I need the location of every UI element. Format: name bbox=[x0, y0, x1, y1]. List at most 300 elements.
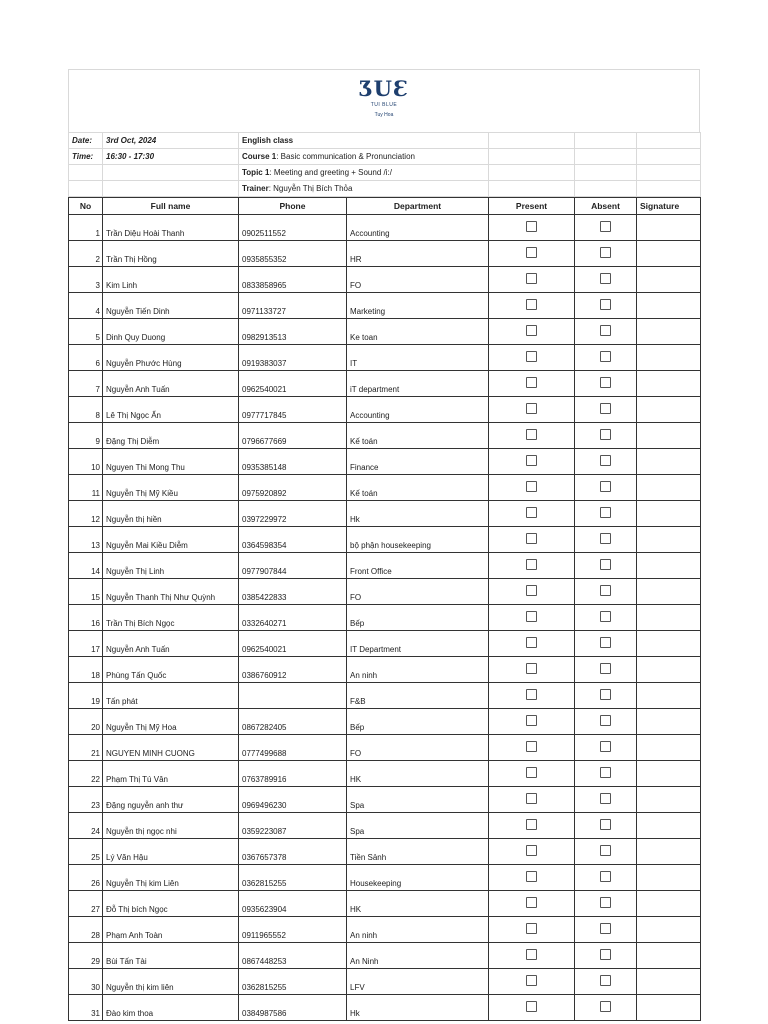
row-full-name: Trần Thị Hồng bbox=[103, 241, 239, 267]
row-phone: 0867448253 bbox=[239, 943, 347, 969]
row-phone: 0359223087 bbox=[239, 813, 347, 839]
table-row bbox=[69, 605, 701, 631]
row-phone: 0362815255 bbox=[239, 969, 347, 995]
course-line bbox=[239, 149, 489, 165]
row-number: 20 bbox=[69, 709, 103, 735]
present-checkbox[interactable] bbox=[526, 273, 537, 284]
row-present-cell bbox=[489, 579, 575, 605]
row-number: 11 bbox=[69, 475, 103, 501]
present-checkbox[interactable] bbox=[526, 325, 537, 336]
row-present-cell bbox=[489, 527, 575, 553]
row-department: Ke toan bbox=[347, 319, 489, 345]
row-department: Tiền Sảnh bbox=[347, 839, 489, 865]
absent-checkbox[interactable] bbox=[600, 221, 611, 232]
table-row bbox=[69, 449, 701, 475]
row-department: IT Department bbox=[347, 631, 489, 657]
absent-checkbox[interactable] bbox=[600, 377, 611, 388]
row-number: 5 bbox=[69, 319, 103, 345]
row-full-name: Nguyễn Thị Linh bbox=[103, 553, 239, 579]
present-checkbox[interactable] bbox=[526, 767, 537, 778]
row-full-name: Tấn phát bbox=[103, 683, 239, 709]
row-present-cell bbox=[489, 735, 575, 761]
time-label: Time: bbox=[69, 149, 103, 165]
row-signature[interactable] bbox=[637, 241, 701, 267]
row-absent-cell bbox=[575, 579, 637, 605]
row-absent-cell bbox=[575, 813, 637, 839]
class-info-table bbox=[68, 132, 701, 197]
row-present-cell bbox=[489, 605, 575, 631]
attendance-rows bbox=[69, 215, 701, 1021]
row-present-cell bbox=[489, 891, 575, 917]
row-department: HK bbox=[347, 761, 489, 787]
table-row bbox=[69, 657, 701, 683]
row-number: 30 bbox=[69, 969, 103, 995]
row-phone: 0977717845 bbox=[239, 397, 347, 423]
row-signature[interactable] bbox=[637, 891, 701, 917]
present-checkbox[interactable] bbox=[526, 507, 537, 518]
row-signature[interactable] bbox=[637, 709, 701, 735]
row-absent-cell bbox=[575, 865, 637, 891]
row-signature[interactable] bbox=[637, 215, 701, 241]
row-full-name: Nguyễn Tiến Dinh bbox=[103, 293, 239, 319]
row-present-cell bbox=[489, 449, 575, 475]
table-row bbox=[69, 215, 701, 241]
present-checkbox[interactable] bbox=[526, 481, 537, 492]
header-no: No bbox=[69, 198, 103, 215]
row-signature[interactable] bbox=[637, 761, 701, 787]
row-absent-cell bbox=[575, 735, 637, 761]
row-signature[interactable] bbox=[637, 917, 701, 943]
present-checkbox[interactable] bbox=[526, 975, 537, 986]
row-absent-cell bbox=[575, 527, 637, 553]
row-department: iT department bbox=[347, 371, 489, 397]
absent-checkbox[interactable] bbox=[600, 507, 611, 518]
header-full-name: Full name bbox=[103, 198, 239, 215]
row-number: 7 bbox=[69, 371, 103, 397]
table-row bbox=[69, 995, 701, 1021]
present-checkbox[interactable] bbox=[526, 247, 537, 258]
row-absent-cell bbox=[575, 683, 637, 709]
row-present-cell bbox=[489, 319, 575, 345]
absent-checkbox[interactable] bbox=[600, 559, 611, 570]
row-phone: 0962540021 bbox=[239, 371, 347, 397]
absent-checkbox[interactable] bbox=[600, 793, 611, 804]
row-phone: 0977907844 bbox=[239, 553, 347, 579]
row-number: 2 bbox=[69, 241, 103, 267]
row-present-cell bbox=[489, 371, 575, 397]
present-checkbox[interactable] bbox=[526, 923, 537, 934]
row-phone: 0364598354 bbox=[239, 527, 347, 553]
present-checkbox[interactable] bbox=[526, 871, 537, 882]
absent-checkbox[interactable] bbox=[600, 637, 611, 648]
row-absent-cell bbox=[575, 449, 637, 475]
course-label: Course 1 bbox=[242, 152, 277, 161]
absent-checkbox[interactable] bbox=[600, 325, 611, 336]
header-absent: Absent bbox=[575, 198, 637, 215]
row-phone: 0969496230 bbox=[239, 787, 347, 813]
row-full-name: Nguyễn thị hiền bbox=[103, 501, 239, 527]
logo-brand: TUI BLUE bbox=[370, 102, 398, 108]
row-signature[interactable] bbox=[637, 293, 701, 319]
present-checkbox[interactable] bbox=[526, 611, 537, 622]
table-row bbox=[69, 969, 701, 995]
row-number: 19 bbox=[69, 683, 103, 709]
present-checkbox[interactable] bbox=[526, 793, 537, 804]
row-present-cell bbox=[489, 683, 575, 709]
row-present-cell bbox=[489, 813, 575, 839]
absent-checkbox[interactable] bbox=[600, 689, 611, 700]
table-row bbox=[69, 501, 701, 527]
row-signature[interactable] bbox=[637, 813, 701, 839]
row-signature[interactable] bbox=[637, 865, 701, 891]
row-full-name: NGUYEN MINH CUONG bbox=[103, 735, 239, 761]
row-absent-cell bbox=[575, 501, 637, 527]
present-checkbox[interactable] bbox=[526, 429, 537, 440]
row-full-name: Nguyen Thi Mong Thu bbox=[103, 449, 239, 475]
present-checkbox[interactable] bbox=[526, 377, 537, 388]
topic-label: Topic 1 bbox=[242, 168, 270, 177]
row-present-cell bbox=[489, 761, 575, 787]
present-checkbox[interactable] bbox=[526, 455, 537, 466]
row-department: Spa bbox=[347, 813, 489, 839]
row-signature[interactable] bbox=[637, 579, 701, 605]
table-row bbox=[69, 241, 701, 267]
row-present-cell bbox=[489, 969, 575, 995]
row-phone: 0385422833 bbox=[239, 579, 347, 605]
row-phone: 0867282405 bbox=[239, 709, 347, 735]
row-number: 22 bbox=[69, 761, 103, 787]
row-full-name: Nguyễn Thanh Thị Như Quỳnh bbox=[103, 579, 239, 605]
row-phone: 0935855352 bbox=[239, 241, 347, 267]
row-present-cell bbox=[489, 709, 575, 735]
row-signature[interactable] bbox=[637, 839, 701, 865]
header-present: Present bbox=[489, 198, 575, 215]
row-phone: 0397229972 bbox=[239, 501, 347, 527]
row-absent-cell bbox=[575, 969, 637, 995]
row-signature[interactable] bbox=[637, 371, 701, 397]
row-department: Kế toán bbox=[347, 423, 489, 449]
table-row bbox=[69, 813, 701, 839]
table-row bbox=[69, 787, 701, 813]
row-department: Accounting bbox=[347, 215, 489, 241]
row-present-cell bbox=[489, 293, 575, 319]
row-absent-cell bbox=[575, 709, 637, 735]
date-label: Date: bbox=[69, 133, 103, 149]
row-full-name: Đỗ Thị bích Ngọc bbox=[103, 891, 239, 917]
row-full-name: Phạm Anh Toàn bbox=[103, 917, 239, 943]
row-absent-cell bbox=[575, 267, 637, 293]
row-department: FO bbox=[347, 267, 489, 293]
table-row bbox=[69, 943, 701, 969]
row-department: Housekeeping bbox=[347, 865, 489, 891]
row-department: IT bbox=[347, 345, 489, 371]
row-phone: 0763789916 bbox=[239, 761, 347, 787]
row-present-cell bbox=[489, 865, 575, 891]
present-checkbox[interactable] bbox=[526, 637, 537, 648]
absent-checkbox[interactable] bbox=[600, 299, 611, 310]
row-absent-cell bbox=[575, 761, 637, 787]
row-signature[interactable] bbox=[637, 683, 701, 709]
row-full-name: Nguyễn thị ngọc nhi bbox=[103, 813, 239, 839]
present-checkbox[interactable] bbox=[526, 949, 537, 960]
absent-checkbox[interactable] bbox=[600, 429, 611, 440]
table-row bbox=[69, 631, 701, 657]
row-department: Finance bbox=[347, 449, 489, 475]
row-department: Bếp bbox=[347, 709, 489, 735]
row-signature[interactable] bbox=[637, 449, 701, 475]
absent-checkbox[interactable] bbox=[600, 455, 611, 466]
row-present-cell bbox=[489, 241, 575, 267]
absent-checkbox[interactable] bbox=[600, 351, 611, 362]
row-present-cell bbox=[489, 995, 575, 1021]
row-number: 17 bbox=[69, 631, 103, 657]
row-signature[interactable] bbox=[637, 527, 701, 553]
row-number: 31 bbox=[69, 995, 103, 1021]
row-full-name: Phùng Tấn Quốc bbox=[103, 657, 239, 683]
row-number: 13 bbox=[69, 527, 103, 553]
row-department: LFV bbox=[347, 969, 489, 995]
absent-checkbox[interactable] bbox=[600, 715, 611, 726]
row-number: 26 bbox=[69, 865, 103, 891]
row-number: 16 bbox=[69, 605, 103, 631]
row-present-cell bbox=[489, 345, 575, 371]
row-department: HK bbox=[347, 891, 489, 917]
row-present-cell bbox=[489, 553, 575, 579]
row-number: 14 bbox=[69, 553, 103, 579]
table-row bbox=[69, 475, 701, 501]
row-number: 12 bbox=[69, 501, 103, 527]
row-signature[interactable] bbox=[637, 475, 701, 501]
row-absent-cell bbox=[575, 605, 637, 631]
table-row bbox=[69, 709, 701, 735]
row-signature[interactable] bbox=[637, 501, 701, 527]
row-number: 21 bbox=[69, 735, 103, 761]
absent-checkbox[interactable] bbox=[600, 897, 611, 908]
present-checkbox[interactable] bbox=[526, 559, 537, 570]
row-full-name: Bùi Tấn Tài bbox=[103, 943, 239, 969]
row-department: Kế toán bbox=[347, 475, 489, 501]
row-signature[interactable] bbox=[637, 943, 701, 969]
trainer-line bbox=[239, 181, 489, 197]
row-full-name: Nguyễn thị kim liên bbox=[103, 969, 239, 995]
absent-checkbox[interactable] bbox=[600, 871, 611, 882]
course-text: : Basic communication & Pronunciation bbox=[276, 152, 415, 161]
row-number: 28 bbox=[69, 917, 103, 943]
row-department: FO bbox=[347, 735, 489, 761]
row-phone: 0975920892 bbox=[239, 475, 347, 501]
table-row bbox=[69, 345, 701, 371]
row-signature[interactable] bbox=[637, 319, 701, 345]
present-checkbox[interactable] bbox=[526, 741, 537, 752]
table-row bbox=[69, 527, 701, 553]
header-phone: Phone bbox=[239, 198, 347, 215]
row-signature[interactable] bbox=[637, 657, 701, 683]
row-number: 25 bbox=[69, 839, 103, 865]
row-full-name: Kim Linh bbox=[103, 267, 239, 293]
row-number: 18 bbox=[69, 657, 103, 683]
present-checkbox[interactable] bbox=[526, 897, 537, 908]
header-logo-area bbox=[68, 69, 700, 132]
row-number: 3 bbox=[69, 267, 103, 293]
absent-checkbox[interactable] bbox=[600, 247, 611, 258]
row-phone: 0833858965 bbox=[239, 267, 347, 293]
row-phone: 0777499688 bbox=[239, 735, 347, 761]
present-checkbox[interactable] bbox=[526, 845, 537, 856]
absent-checkbox[interactable] bbox=[600, 819, 611, 830]
present-checkbox[interactable] bbox=[526, 715, 537, 726]
row-number: 29 bbox=[69, 943, 103, 969]
row-present-cell bbox=[489, 215, 575, 241]
table-row bbox=[69, 761, 701, 787]
row-full-name: Trần Diệu Hoài Thanh bbox=[103, 215, 239, 241]
row-absent-cell bbox=[575, 657, 637, 683]
row-signature[interactable] bbox=[637, 423, 701, 449]
row-absent-cell bbox=[575, 787, 637, 813]
table-row bbox=[69, 553, 701, 579]
row-full-name: Nguyễn Thị kim Liên bbox=[103, 865, 239, 891]
topic-text: : Meeting and greeting + Sound /i:/ bbox=[269, 168, 392, 177]
present-checkbox[interactable] bbox=[526, 403, 537, 414]
row-number: 9 bbox=[69, 423, 103, 449]
row-absent-cell bbox=[575, 345, 637, 371]
table-row bbox=[69, 397, 701, 423]
row-phone: 0971133727 bbox=[239, 293, 347, 319]
row-signature[interactable] bbox=[637, 267, 701, 293]
present-checkbox[interactable] bbox=[526, 819, 537, 830]
present-checkbox[interactable] bbox=[526, 221, 537, 232]
absent-checkbox[interactable] bbox=[600, 975, 611, 986]
absent-checkbox[interactable] bbox=[600, 481, 611, 492]
absent-checkbox[interactable] bbox=[600, 845, 611, 856]
row-present-cell bbox=[489, 657, 575, 683]
present-checkbox[interactable] bbox=[526, 299, 537, 310]
logo-mark: ƷUƐ bbox=[358, 76, 410, 101]
row-number: 23 bbox=[69, 787, 103, 813]
absent-checkbox[interactable] bbox=[600, 611, 611, 622]
trainer-text: : Nguyễn Thị Bích Thỏa bbox=[268, 184, 353, 193]
row-present-cell bbox=[489, 917, 575, 943]
absent-checkbox[interactable] bbox=[600, 1001, 611, 1012]
row-full-name: Nguyễn Anh Tuấn bbox=[103, 631, 239, 657]
present-checkbox[interactable] bbox=[526, 533, 537, 544]
row-present-cell bbox=[489, 397, 575, 423]
row-department: Front Office bbox=[347, 553, 489, 579]
row-absent-cell bbox=[575, 423, 637, 449]
row-department: bộ phận housekeeping bbox=[347, 527, 489, 553]
row-signature[interactable] bbox=[637, 969, 701, 995]
table-row bbox=[69, 371, 701, 397]
absent-checkbox[interactable] bbox=[600, 767, 611, 778]
absent-checkbox[interactable] bbox=[600, 663, 611, 674]
row-department: F&B bbox=[347, 683, 489, 709]
row-signature[interactable] bbox=[637, 735, 701, 761]
table-row bbox=[69, 735, 701, 761]
row-phone: 0332640271 bbox=[239, 605, 347, 631]
row-present-cell bbox=[489, 475, 575, 501]
row-phone: 0367657378 bbox=[239, 839, 347, 865]
row-number: 10 bbox=[69, 449, 103, 475]
present-checkbox[interactable] bbox=[526, 689, 537, 700]
present-checkbox[interactable] bbox=[526, 1001, 537, 1012]
present-checkbox[interactable] bbox=[526, 351, 537, 362]
row-present-cell bbox=[489, 267, 575, 293]
row-signature[interactable] bbox=[637, 345, 701, 371]
row-department: Hk bbox=[347, 501, 489, 527]
row-absent-cell bbox=[575, 631, 637, 657]
date-value: 3rd Oct, 2024 bbox=[103, 133, 239, 149]
row-absent-cell bbox=[575, 293, 637, 319]
row-present-cell bbox=[489, 839, 575, 865]
tui-blue-logo bbox=[69, 78, 699, 118]
row-phone: 0962540021 bbox=[239, 631, 347, 657]
row-absent-cell bbox=[575, 943, 637, 969]
row-signature[interactable] bbox=[637, 605, 701, 631]
row-absent-cell bbox=[575, 891, 637, 917]
row-full-name: Nguyễn Mai Kiều Diễm bbox=[103, 527, 239, 553]
absent-checkbox[interactable] bbox=[600, 273, 611, 284]
class-name: English class bbox=[239, 133, 489, 149]
row-full-name: Nguyễn Phước Hùng bbox=[103, 345, 239, 371]
present-checkbox[interactable] bbox=[526, 585, 537, 596]
row-absent-cell bbox=[575, 839, 637, 865]
row-phone: 0919383037 bbox=[239, 345, 347, 371]
row-absent-cell bbox=[575, 319, 637, 345]
row-full-name: Phạm Thị Tú Vân bbox=[103, 761, 239, 787]
row-absent-cell bbox=[575, 371, 637, 397]
row-signature[interactable] bbox=[637, 553, 701, 579]
row-present-cell bbox=[489, 423, 575, 449]
row-department: Hk bbox=[347, 995, 489, 1021]
absent-checkbox[interactable] bbox=[600, 533, 611, 544]
table-row bbox=[69, 865, 701, 891]
row-present-cell bbox=[489, 631, 575, 657]
row-absent-cell bbox=[575, 995, 637, 1021]
row-department: Spa bbox=[347, 787, 489, 813]
row-department: Marketing bbox=[347, 293, 489, 319]
row-absent-cell bbox=[575, 241, 637, 267]
present-checkbox[interactable] bbox=[526, 663, 537, 674]
row-signature[interactable] bbox=[637, 397, 701, 423]
absent-checkbox[interactable] bbox=[600, 741, 611, 752]
row-department: Bếp bbox=[347, 605, 489, 631]
row-full-name: Đặng nguyễn anh thư bbox=[103, 787, 239, 813]
absent-checkbox[interactable] bbox=[600, 923, 611, 934]
attendance-sheet bbox=[68, 69, 700, 1021]
row-present-cell bbox=[489, 943, 575, 969]
row-department: Accounting bbox=[347, 397, 489, 423]
row-signature[interactable] bbox=[637, 631, 701, 657]
row-signature[interactable] bbox=[637, 787, 701, 813]
row-number: 6 bbox=[69, 345, 103, 371]
absent-checkbox[interactable] bbox=[600, 403, 611, 414]
row-phone: 0902511552 bbox=[239, 215, 347, 241]
row-number: 24 bbox=[69, 813, 103, 839]
row-number: 27 bbox=[69, 891, 103, 917]
row-full-name: Đặng Thị Diễm bbox=[103, 423, 239, 449]
row-absent-cell bbox=[575, 215, 637, 241]
row-present-cell bbox=[489, 501, 575, 527]
absent-checkbox[interactable] bbox=[600, 949, 611, 960]
row-full-name: Đào kim thoa bbox=[103, 995, 239, 1021]
row-signature[interactable] bbox=[637, 995, 701, 1021]
row-department: HR bbox=[347, 241, 489, 267]
table-row bbox=[69, 839, 701, 865]
row-phone: 0935385148 bbox=[239, 449, 347, 475]
table-row bbox=[69, 683, 701, 709]
absent-checkbox[interactable] bbox=[600, 585, 611, 596]
row-phone: 0384987586 bbox=[239, 995, 347, 1021]
row-full-name: Lý Văn Hậu bbox=[103, 839, 239, 865]
